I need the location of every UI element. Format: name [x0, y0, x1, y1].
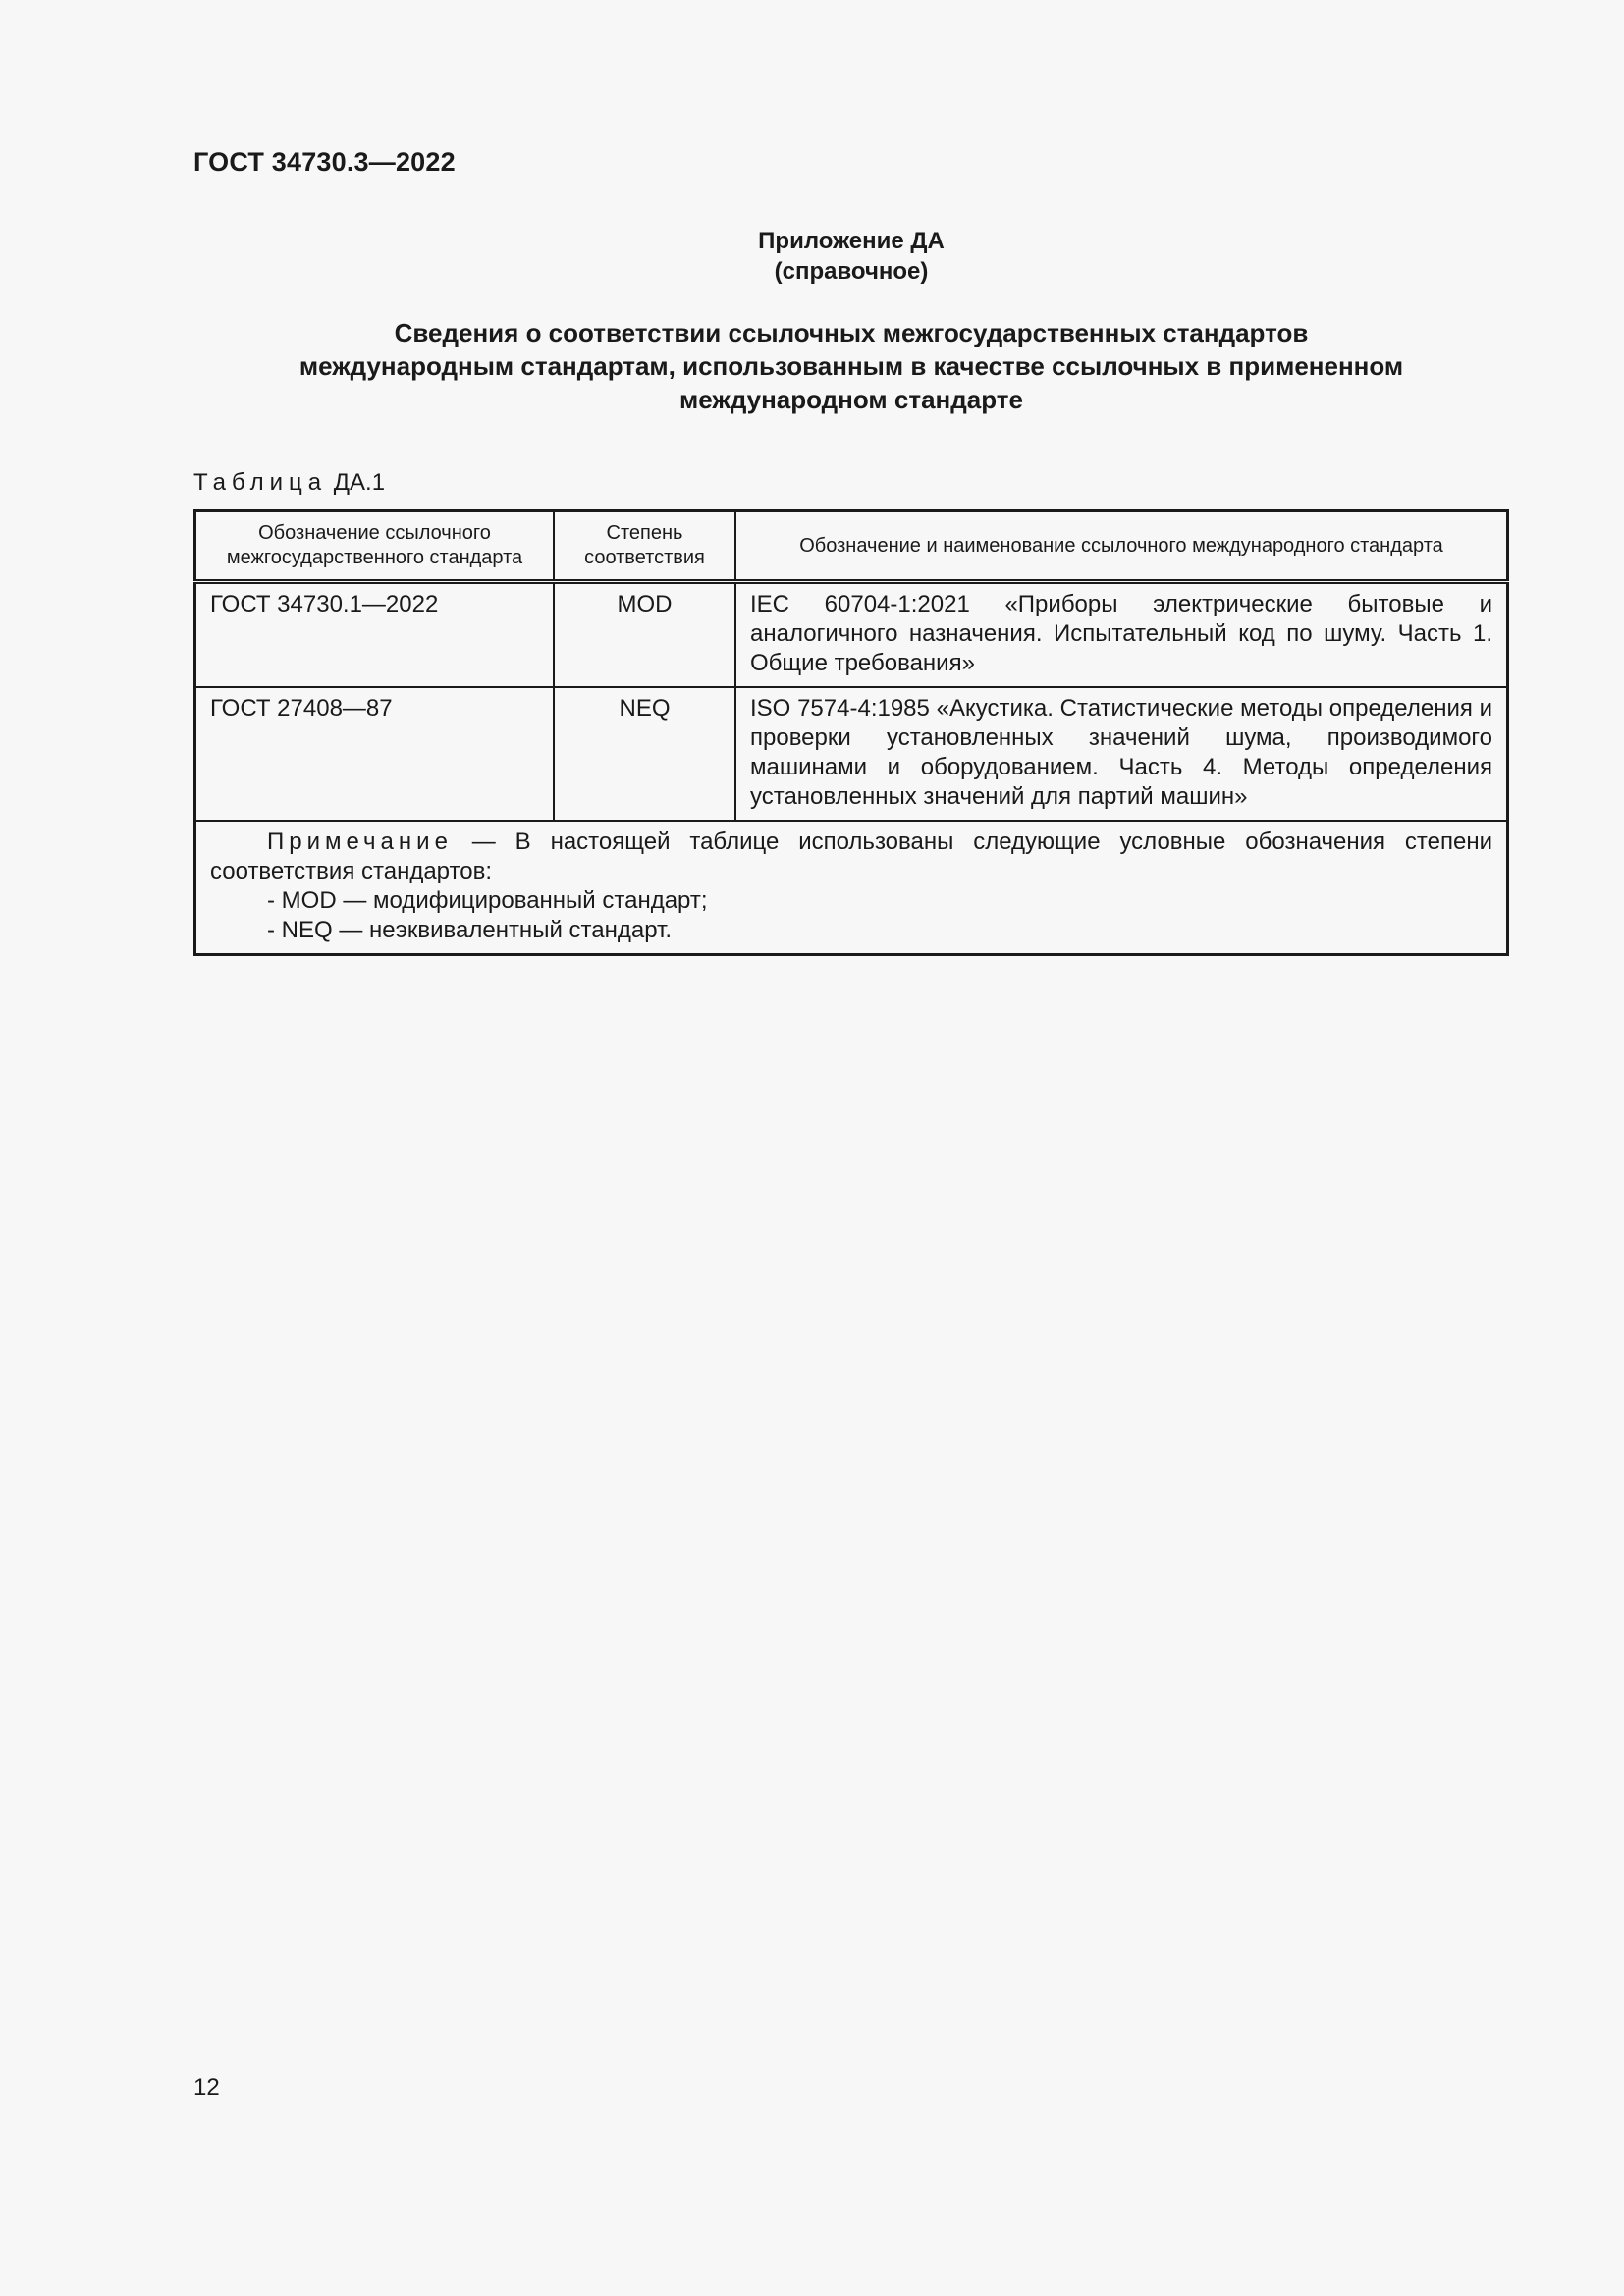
table-row	[195, 582, 1508, 688]
section-title	[193, 316, 1509, 416]
cell-gost: ГОСТ 34730.1—2022	[195, 582, 555, 688]
table-note-row	[195, 821, 1508, 955]
cell-gost: ГОСТ 27408—87	[195, 687, 555, 821]
table-header-row	[195, 511, 1508, 582]
note-text	[210, 828, 1492, 886]
header-col1-line2: межгосударственного стандарта	[226, 547, 523, 568]
cell-degree: MOD	[554, 582, 735, 688]
header-col2-line2: соответствия	[584, 547, 705, 568]
header-col1-line1: Обозначение ссылочного	[258, 522, 491, 544]
title-line-1: Сведения о соответствии ссылочных межгосударственных стандартов	[394, 318, 1309, 347]
table-note	[195, 821, 1508, 955]
header-degree	[554, 511, 735, 582]
header-col2-line1: Степень	[606, 522, 683, 544]
cell-degree: NEQ	[554, 687, 735, 821]
appendix-status: (справочное)	[774, 258, 929, 285]
title-line-2: международным стандартам, использованным в качестве ссылочных в примененном	[298, 351, 1404, 381]
correspondence-table	[193, 509, 1509, 956]
note-item-mod: - MOD — модифицированный стандарт;	[267, 887, 708, 914]
page-number: 12	[193, 2074, 220, 2101]
cell-intl-standard: ISO 7574-4:1985 «Акустика. Статистические методы определения и проверки установленных значений шума, производимого машинами и оборудованием. Часть 4. Методы определения установленных значений для партий машин»	[735, 687, 1508, 821]
appendix-heading	[193, 226, 1509, 287]
appendix-name: Приложение ДА	[758, 228, 945, 254]
note-body: — В настоящей таблице использованы следующие условные обозначения степени соответствия стандартов:	[210, 828, 1492, 884]
note-label: Примечание	[267, 828, 453, 855]
table-row	[195, 687, 1508, 821]
note-item-neq: - NEQ — неэквивалентный стандарт.	[267, 917, 673, 943]
table-caption-number: ДА.1	[333, 469, 386, 496]
table-caption-word: Таблица	[193, 469, 328, 496]
cell-intl-standard: IEC 60704-1:2021 «Приборы электрические бытовые и аналогичного назначения. Испытательный код по шуму. Часть 1. Общие требования»	[735, 582, 1508, 688]
table-caption	[193, 469, 385, 497]
header-gost-designation	[195, 511, 555, 582]
document-code: ГОСТ 34730.3—2022	[193, 147, 456, 177]
header-intl-standard: Обозначение и наименование ссылочного международного стандарта	[735, 511, 1508, 582]
title-line-3: международном стандарте	[679, 385, 1023, 414]
